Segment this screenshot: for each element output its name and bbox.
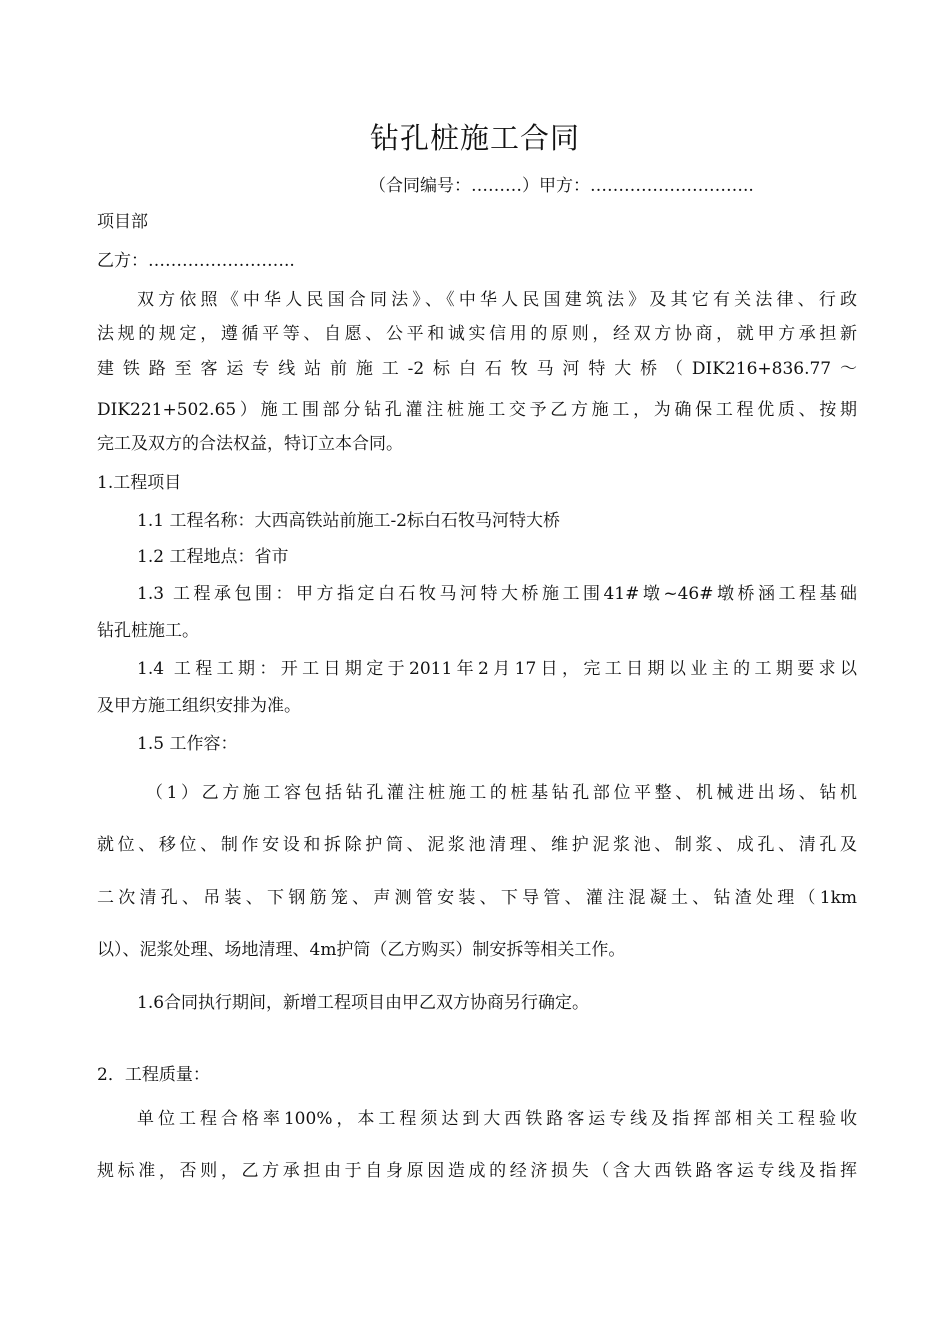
preamble-line: 法规的规定，遵循平等、自愿、公平和诚实信用的原则，经双方协商，就甲方承担新 [97,324,857,344]
clause-1-5: 1.5 工作容： [137,734,238,754]
clause-1-3: 1.3 工程承包围：甲方指定白石牧马河特大桥施工围41#墩~46#墩桥涵工程基础 [137,584,857,604]
clause-1-1: 1.1 工程名称：大西高铁站前施工-2标白石牧马河特大桥 [137,511,560,531]
section-2-content: 规标准，否则，乙方承担由于自身原因造成的经济损失（含大西铁路客运专线及指挥 [97,1161,857,1181]
section-heading: 2．工程质量： [97,1065,210,1085]
clause-1-2: 1.2 工程地点：省市 [137,547,289,567]
clause-1-5-content: 二次清孔、吊装、下钢筋笼、声测管安装、下导管、灌注混凝土、钻渣处理（1km [97,888,857,908]
section-heading: 1.工程项目 [97,473,182,493]
contract-number-line: （合同编号：………）甲方：……………………….. [369,176,754,196]
clause-1-6: 1.6合同执行期间，新增工程项目由甲乙双方协商另行确定。 [137,993,590,1013]
preamble-line: 建铁路至客运专线站前施工-2标白石牧马河特大桥（DIK216+836.77～ [97,359,857,379]
clause-1-5-content: 就位、移位、制作安设和拆除护筒、泥浆池清理、维护泥浆池、制浆、成孔、清孔及 [97,835,857,855]
preamble-line: DIK221+502.65）施工围部分钻孔灌注桩施工交予乙方施工，为确保工程优质、按期 [97,400,857,420]
document-title: 钻孔桩施工合同 [369,121,580,155]
clause-1-5-content: （1）乙方施工容包括钻孔灌注桩施工的桩基钻孔部位平整、机械进出场、钻机 [146,783,857,803]
preamble-line: 双方依照《中华人民国合同法》、《中华人民国建筑法》及其它有关法律、行政 [137,290,857,310]
section-2-content: 单位工程合格率100%，本工程须达到大西铁路客运专线及指挥部相关工程验收 [137,1109,857,1129]
preamble-line: 完工及双方的合法权益，特订立本合同。 [97,434,403,454]
clause-1-4-cont: 及甲方施工组织安排为准。 [97,696,301,716]
clause-1-3-cont: 钻孔桩施工。 [97,621,199,641]
party-a-department: 项目部 [97,212,148,232]
party-b-line: 乙方：…………………….. [97,251,295,271]
clause-1-5-content: 以）、泥浆处理、场地清理、4m护筒（乙方购买）制安拆等相关工作。 [97,940,626,960]
clause-1-4: 1.4 工程工期：开工日期定于2011年2月17日，完工日期以业主的工期要求以 [137,659,857,679]
